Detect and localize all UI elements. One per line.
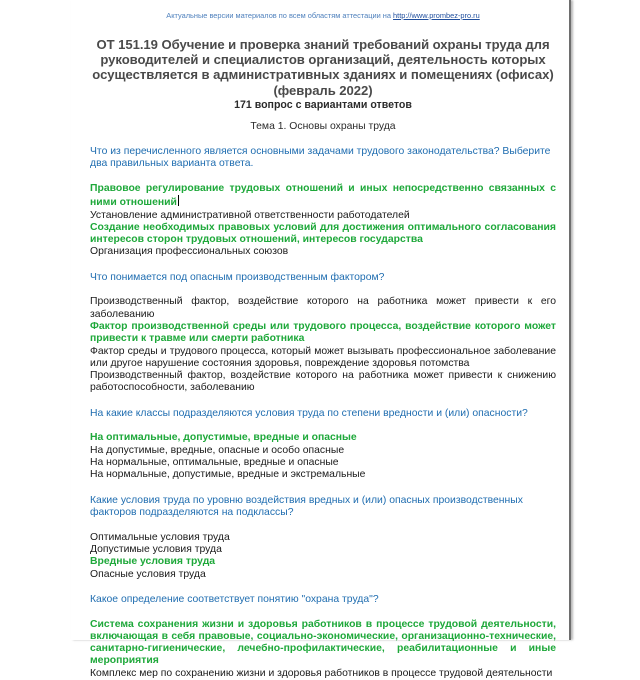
question-text: Что из перечисленного является основными задачами трудового законодательства? Выберите два правильных варианта ответа. [90, 145, 551, 170]
answer-option: На допустимые, вредные, опасные и особо опасные [90, 444, 345, 456]
question-block [90, 594, 556, 680]
answer-option: Производственный фактор, воздействие которого на работника может привести к его заболеванию [90, 296, 556, 320]
document-subtitle: 171 вопрос с вариантами ответов [234, 98, 412, 111]
answer-option: Установление административной ответственности работодателей [90, 209, 410, 221]
answer-option: Оптимальные условия труда [90, 531, 230, 543]
answer-option: Допустимые условия труда [90, 544, 222, 556]
text-cursor [178, 195, 179, 206]
page-content [90, 0, 556, 680]
correct-answer: Вредные условия труда [90, 556, 216, 568]
answer-option: На нормальные, допустимые, вредные и экстремальные [90, 469, 366, 481]
answer-option: Организация профессиональных союзов [90, 246, 289, 258]
question-text: Какие условия труда по уровню воздействия вредных и (или) опасных производственных факторов подразделяются на подклассы? [90, 494, 523, 519]
answer-option: Опасные условия труда [90, 568, 206, 580]
correct-answer: На оптимальные, допустимые, вредные и опасные [90, 432, 357, 444]
correct-answer: Система сохранения жизни и здоровья работников в процессе трудовой деятельности, включающая в себя правовые, социально-экономические, организационно-технические, санитарно-гигиенические, лечебно-профилактические, реабилитационные и иные мероприятия [90, 618, 556, 667]
question-text: На какие классы подразделяются условия труда по степени вредности и (или) опасности? [90, 407, 528, 419]
header-note [90, 11, 556, 20]
answer-list [90, 619, 556, 680]
answer-option: На нормальные, оптимальные, вредные и опасные [90, 456, 339, 468]
question-block [90, 146, 556, 259]
answer-option: Производственный фактор, воздействие которого на работника может привести к снижению работоспособности, заболеванию [90, 370, 556, 394]
topic-heading: Тема 1. Основы охраны труда [250, 120, 396, 132]
document-title: ОТ 151.19 Обучение и проверка знаний требований охраны труда для руководителей и специалистов организаций, деятельность которых осуществляется в административных зданиях и помещениях (офисах) (февраль 2022) [92, 37, 554, 98]
correct-answer: Фактор производственной среды или трудового процесса, воздействие которого может привести к травме или смерти работника [90, 320, 556, 345]
question-text: Какое определение соответствует понятию "охрана труда"? [90, 593, 379, 605]
answer-list [90, 183, 556, 259]
question-block [90, 408, 556, 482]
answer-list [90, 296, 556, 394]
correct-answer: Правовое регулирование трудовых отношений и иных непосредственно связанных с ними отношений [90, 183, 556, 209]
question-block [90, 272, 556, 395]
question-text: Что понимается под опасным производственным фактором? [90, 271, 385, 283]
answer-option: Комплекс мер по сохранению жизни и здоровья работников в процессе трудовой деятельности [90, 667, 553, 679]
answer-option: Фактор среды и трудового процесса, который может вызывать профессиональное заболевание или другое нарушение состояния здоровья, повреждение здоровья потомства [90, 345, 556, 369]
correct-answer: Создание необходимых правовых условий для достижения оптимального согласования интересов сторон трудовых отношений, интересов государства [90, 221, 556, 246]
answer-list [90, 532, 556, 581]
answer-list [90, 432, 556, 481]
question-list [90, 146, 556, 680]
header-link[interactable]: http://www.prombez-pro.ru [393, 11, 480, 20]
header-note-text: Актуальные версии материалов по всем областям аттестации на [166, 11, 391, 20]
question-block [90, 495, 556, 581]
document-page [71, 0, 571, 679]
